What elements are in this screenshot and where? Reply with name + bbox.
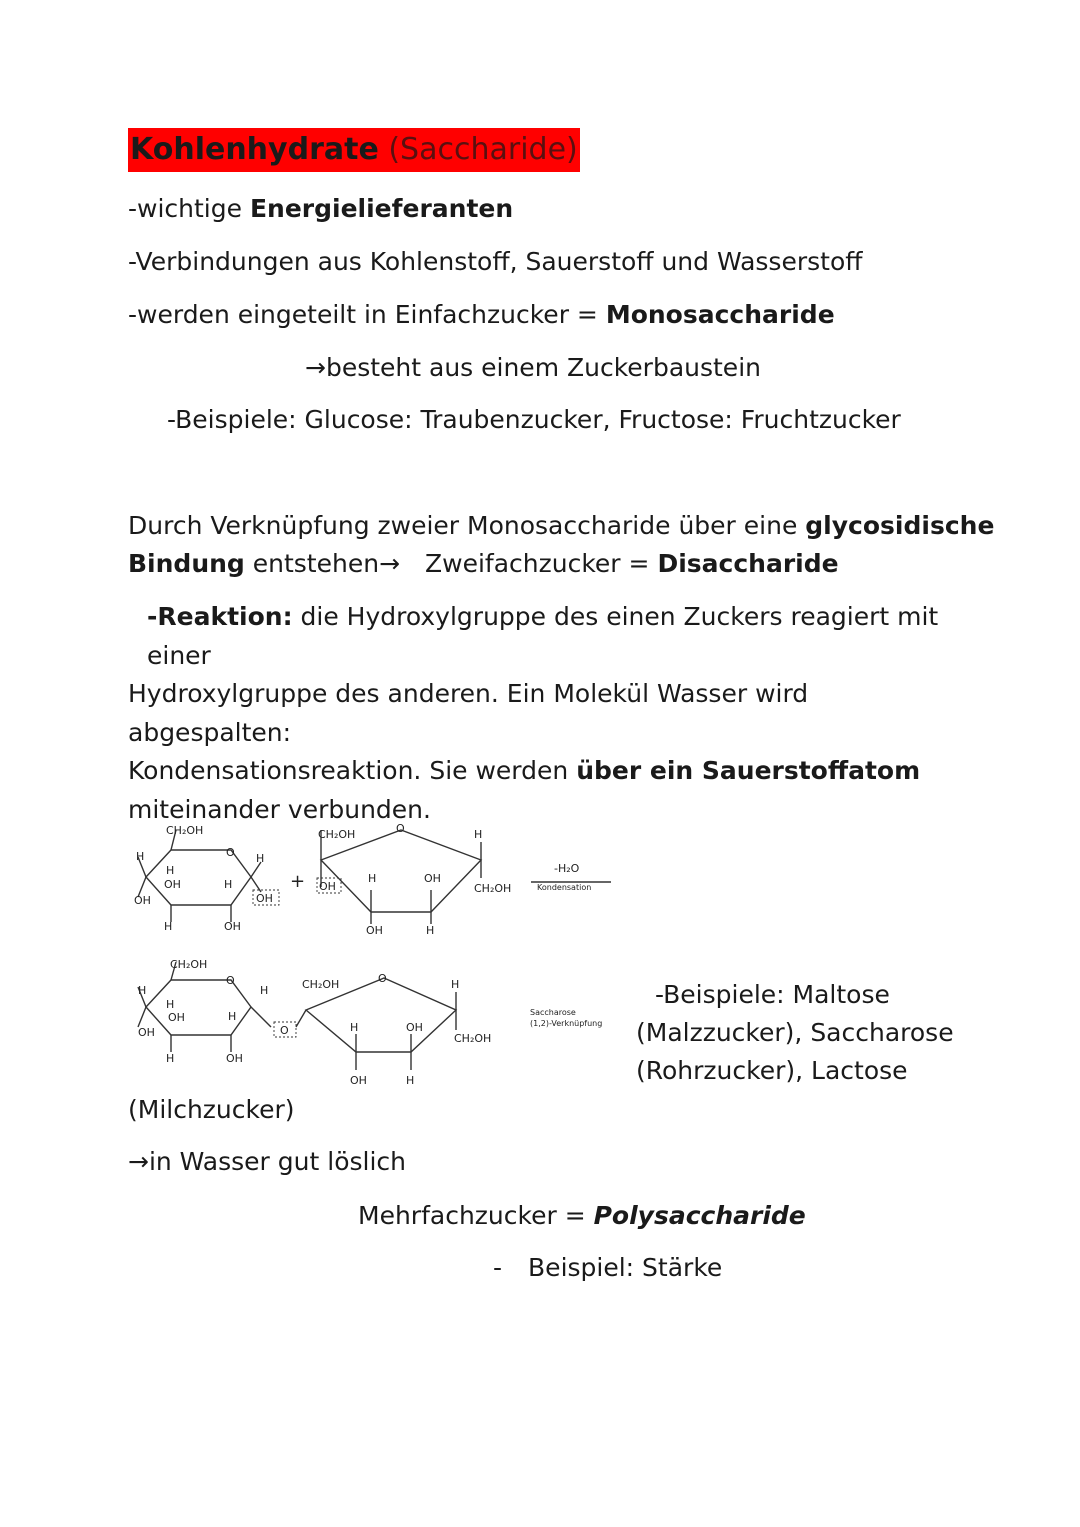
svg-text:OH: OH bbox=[319, 880, 336, 893]
svg-text:O: O bbox=[396, 822, 405, 835]
svg-text:H: H bbox=[228, 1010, 237, 1023]
svg-text:O: O bbox=[226, 846, 235, 859]
intro-line-4: →besteht aus einem Zuckerbaustein bbox=[305, 353, 761, 382]
svg-text:CH₂OH: CH₂OH bbox=[318, 828, 356, 841]
svg-text:H: H bbox=[136, 850, 145, 863]
reaction-paragraph bbox=[128, 598, 958, 829]
svg-text:OH: OH bbox=[224, 920, 241, 933]
reaction-line-4: miteinander verbunden. bbox=[128, 794, 431, 824]
title-paren: (Saccharide) bbox=[388, 132, 578, 167]
svg-text:CH₂OH: CH₂OH bbox=[474, 882, 512, 895]
intro-line-1: -wichtige Energielieferanten bbox=[128, 194, 514, 223]
svg-text:OH: OH bbox=[256, 892, 273, 905]
svg-text:O: O bbox=[280, 1024, 289, 1037]
solubility-note: →in Wasser gut löslich bbox=[128, 1147, 406, 1176]
reaction-line-1: -Reaktion: die Hydroxylgruppe des einen Zuckers reagiert mit einer bbox=[147, 602, 939, 670]
svg-text:H: H bbox=[426, 924, 435, 937]
svg-text:H: H bbox=[164, 920, 173, 933]
examples-line-3: (Rohrzucker), Lactose bbox=[636, 1056, 908, 1085]
svg-text:H: H bbox=[368, 872, 377, 885]
examples-line-4: (Milchzucker) bbox=[128, 1095, 295, 1124]
svg-text:-H₂O: -H₂O bbox=[554, 862, 580, 875]
svg-text:OH: OH bbox=[406, 1021, 423, 1034]
svg-text:H: H bbox=[166, 1052, 175, 1065]
svg-text:(1,2)-Verknüpfung: (1,2)-Verknüpfung bbox=[530, 1019, 603, 1028]
svg-text:OH: OH bbox=[134, 894, 151, 907]
page-title bbox=[128, 128, 580, 172]
svg-text:+: + bbox=[290, 871, 306, 892]
disaccharide-reaction-figure bbox=[126, 812, 626, 1102]
polysaccharide-example: - Beispiel: Stärke bbox=[493, 1253, 723, 1282]
reaction-line-2: Hydroxylgruppe des anderen. Ein Molekül Wasser wird abgespalten: bbox=[128, 679, 809, 747]
svg-text:OH: OH bbox=[226, 1052, 243, 1065]
svg-text:H: H bbox=[406, 1074, 415, 1087]
svg-text:Kondensation: Kondensation bbox=[537, 883, 592, 892]
svg-text:OH: OH bbox=[168, 1011, 185, 1024]
svg-text:H: H bbox=[260, 984, 269, 997]
svg-text:OH: OH bbox=[138, 1026, 155, 1039]
svg-text:O: O bbox=[226, 974, 235, 987]
svg-text:H: H bbox=[451, 978, 460, 991]
svg-text:H: H bbox=[474, 828, 483, 841]
intro-line-5: -Beispiele: Glucose: Traubenzucker, Fructose: Fruchtzucker bbox=[167, 405, 901, 434]
examples-line-1: -Beispiele: Maltose bbox=[655, 980, 890, 1009]
svg-text:Saccharose: Saccharose bbox=[530, 1008, 576, 1017]
svg-text:H: H bbox=[166, 998, 175, 1011]
svg-text:OH: OH bbox=[424, 872, 441, 885]
svg-text:OH: OH bbox=[350, 1074, 367, 1087]
svg-text:OH: OH bbox=[366, 924, 383, 937]
svg-text:OH: OH bbox=[164, 878, 181, 891]
reaction-line-3: Kondensationsreaktion. Sie werden über ein Sauerstoffatom bbox=[128, 756, 921, 785]
polysaccharide-line: Mehrfachzucker = Polysaccharide bbox=[358, 1201, 806, 1230]
svg-text:H: H bbox=[166, 864, 175, 877]
svg-text:CH₂OH: CH₂OH bbox=[166, 824, 204, 837]
svg-text:H: H bbox=[350, 1021, 359, 1034]
disacc-line-2: Bindung entstehen→ Zweifachzucker = Disaccharide bbox=[128, 549, 839, 578]
disacc-line-1: Durch Verknüpfung zweier Monosaccharide über eine glycosidische bbox=[128, 511, 995, 540]
title-main: Kohlenhydrate bbox=[130, 132, 379, 167]
svg-text:H: H bbox=[256, 852, 265, 865]
svg-text:O: O bbox=[378, 972, 387, 985]
examples-line-2: (Malzzucker), Saccharose bbox=[636, 1018, 954, 1047]
svg-text:H: H bbox=[138, 984, 147, 997]
intro-line-2: -Verbindungen aus Kohlenstoff, Sauerstoff und Wasserstoff bbox=[128, 247, 863, 276]
svg-text:CH₂OH: CH₂OH bbox=[454, 1032, 492, 1045]
intro-line-3: -werden eingeteilt in Einfachzucker = Monosaccharide bbox=[128, 300, 835, 329]
svg-text:CH₂OH: CH₂OH bbox=[170, 958, 208, 971]
svg-text:CH₂OH: CH₂OH bbox=[302, 978, 340, 991]
svg-text:H: H bbox=[224, 878, 233, 891]
